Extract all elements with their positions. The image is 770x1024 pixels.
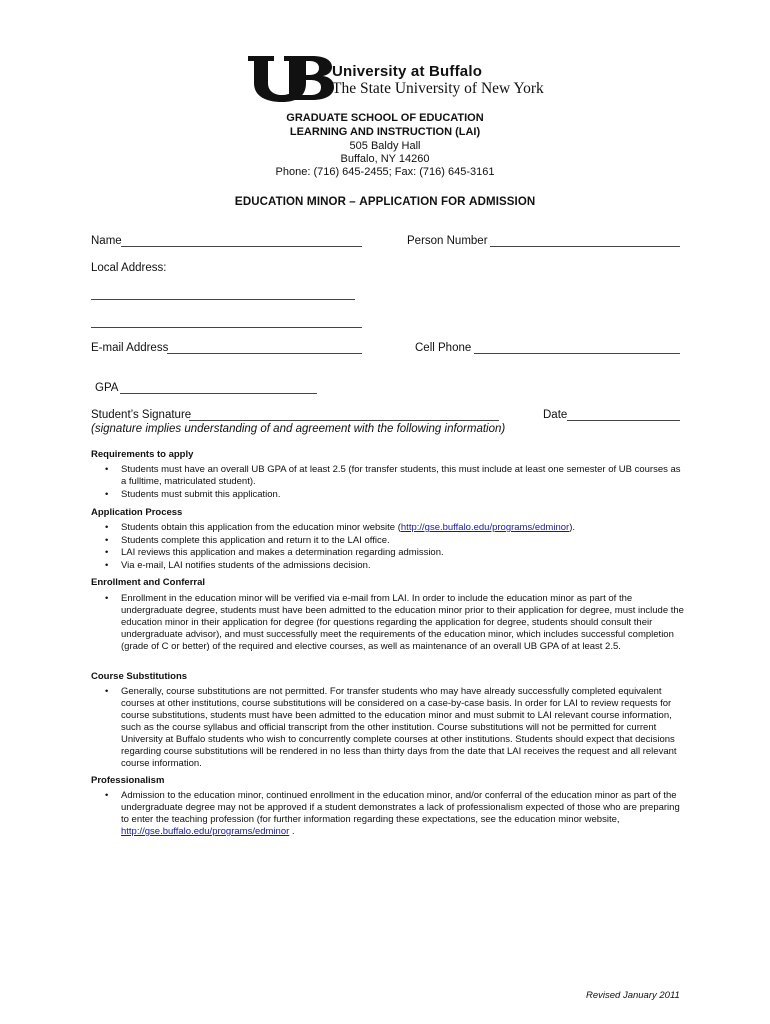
enrollment-heading: Enrollment and Conferral <box>91 577 206 588</box>
email-field[interactable] <box>167 353 362 354</box>
list-item: • Generally, course substitutions are not permitted. For transfer students who may have already successfully completed equivalent courses at other institutions, course substitutions will be considered on a case-by-case basis. In order for LAI to review requests for course substitutions, students must have been admitted to the education minor and must submit to LAI relevant course information, such as the course syllabus and official transcript from the other institution. Course substitutions will not be permitted for current University at Buffalo students who wish to concurrently complete courses at other institutions. Students should expect that decisions regarding course substitutions will be rendered in no less than thirty days from the date that LAI receives the request and all relevant course information. <box>105 686 677 769</box>
application-process-heading: Application Process <box>91 507 183 518</box>
local-address-line-1[interactable] <box>91 299 355 300</box>
list-item: • LAI reviews this application and makes a determination regarding admission. <box>105 547 444 558</box>
address-line-1: 505 Baldy Hall <box>349 140 421 152</box>
list-item: • Enrollment in the education minor will be verified via e-mail from LAI. In order to include the education minor as part of the undergraduate degree, students must have been admitted to the education minor prior to their application for degree, must include the education minor in their application for degree (for questions regarding the application for degree, students should consult their undergraduate advisor), and must successfully meet the requirements of the education minor, which includes successful completion (grade of C or better) of the required and elective courses, as well as maintenance of an overall UB GPA of at least 2.5. <box>105 593 684 652</box>
list-item: • Admission to the education minor, continued enrollment in the education minor, and/or conferral of the education minor as part of the undergraduate degree may not be approved if a student demonstrates a lack of professionalism expected of those who are preparing to enter the teaching profession (for further information regarding these expectations, see the education minor website, http://gse.buffalo.edu/programs/edminor . <box>105 790 680 837</box>
cell-phone-field[interactable] <box>474 353 680 354</box>
phone-fax: Phone: (716) 645-2455; Fax: (716) 645-3161 <box>275 166 495 178</box>
logo-university-system: The State University of New York <box>332 80 544 97</box>
revision-date: Revised January 2011 <box>586 990 680 1001</box>
course-substitutions-heading: Course Substitutions <box>91 671 188 682</box>
signature-field[interactable] <box>189 420 499 421</box>
school-name: GRADUATE SCHOOL OF EDUCATION <box>286 112 484 124</box>
name-field[interactable] <box>121 246 362 247</box>
list-item: • Via e-mail, LAI notifies students of the admissions decision. <box>105 560 371 571</box>
gpa-field[interactable] <box>120 393 317 394</box>
gpa-label: GPA <box>95 382 119 394</box>
list-item: • Students must have an overall UB GPA of at least 2.5 (for transfer students, this must include at least one semester of UB courses as a fulltime, matriculated student). <box>105 464 681 487</box>
address-line-2: Buffalo, NY 14260 <box>340 153 430 165</box>
date-field[interactable] <box>567 420 680 421</box>
cell-phone-label: Cell Phone <box>415 342 472 354</box>
signature-note: (signature implies understanding of and agreement with the following information) <box>91 423 506 435</box>
person-number-field[interactable] <box>490 246 680 247</box>
email-label: E-mail Address <box>91 342 169 354</box>
local-address-line-2[interactable] <box>91 327 362 328</box>
list-item: • Students obtain this application from the education minor website (http://gse.buffalo.edu/programs/edminor). <box>105 522 575 533</box>
list-item: • Students must submit this application. <box>105 489 281 500</box>
requirements-heading: Requirements to apply <box>91 449 194 460</box>
logo-university-name: University at Buffalo <box>332 63 483 80</box>
professionalism-heading: Professionalism <box>91 775 165 786</box>
local-address-label: Local Address: <box>91 262 167 274</box>
person-number-label: Person Number <box>407 235 488 247</box>
edminor-website-link[interactable]: http://gse.buffalo.edu/programs/edminor <box>400 522 570 533</box>
name-label: Name <box>91 235 122 247</box>
page-title: EDUCATION MINOR – APPLICATION FOR ADMISSION <box>234 194 536 208</box>
signature-label: Student’s Signature <box>91 409 192 421</box>
edminor-website-link-2[interactable]: http://gse.buffalo.edu/programs/edminor <box>121 826 290 837</box>
department-name: LEARNING AND INSTRUCTION (LAI) <box>289 126 481 138</box>
list-item: • Students complete this application and return it to the LAI office. <box>105 535 390 546</box>
date-label: Date <box>543 409 568 421</box>
